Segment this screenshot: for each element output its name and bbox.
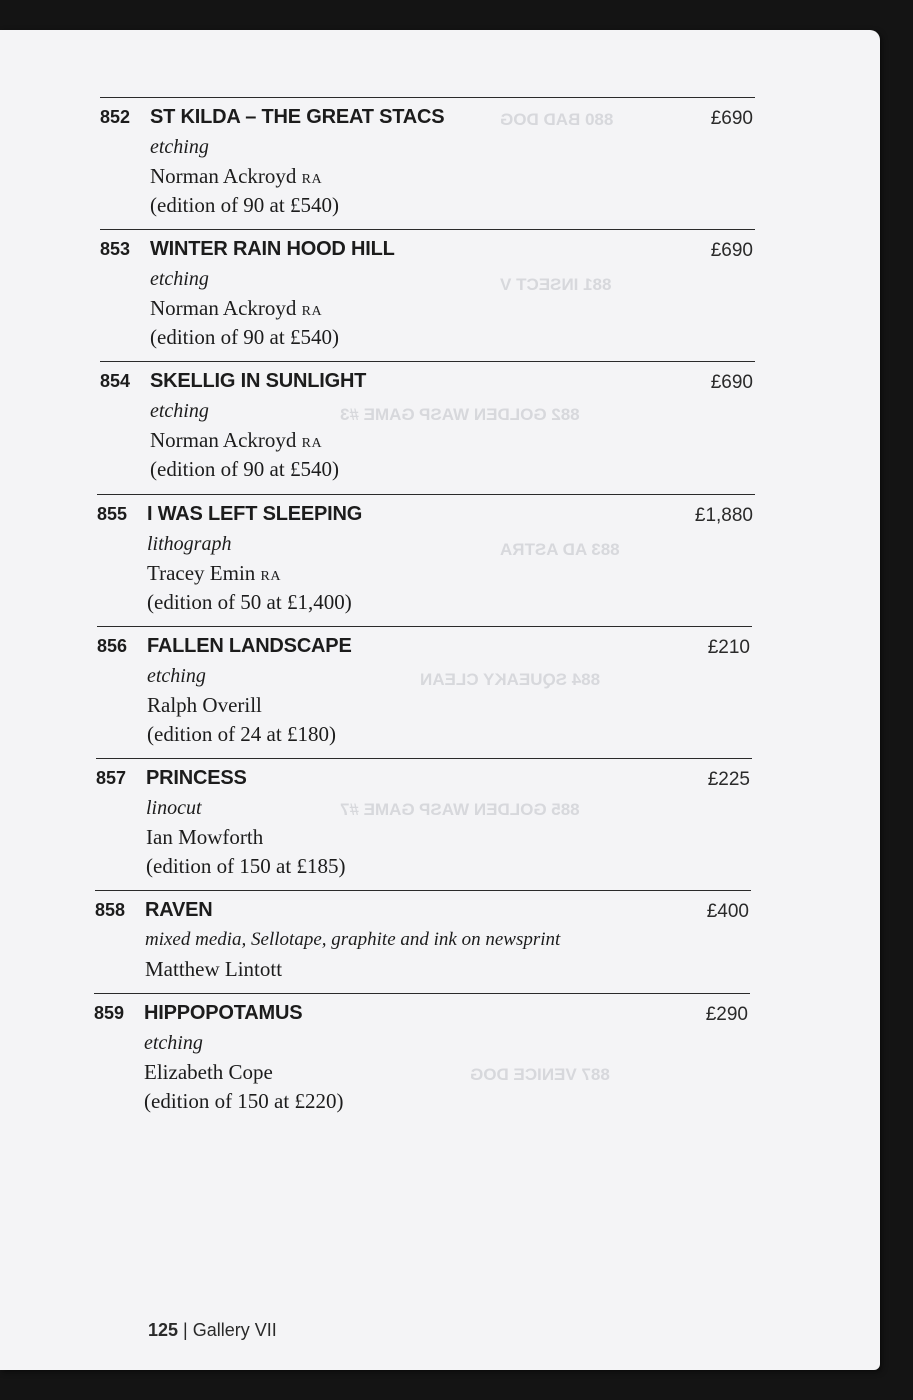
artist-suffix: RA (301, 304, 323, 319)
entry-price: £1,880 (694, 505, 753, 526)
catalogue-entry-857 (96, 758, 752, 889)
entry-artist (150, 296, 322, 321)
entry-title: SKELLIG IN SUNLIGHT (150, 370, 367, 392)
entry-artist (150, 428, 322, 453)
entry-price: £290 (705, 1004, 748, 1025)
entry-number: 855 (97, 504, 128, 524)
entry-price: £690 (710, 240, 753, 261)
entry-medium: etching (144, 1032, 203, 1054)
page-footer (148, 1320, 277, 1341)
catalogue-entry-856 (97, 626, 752, 757)
entry-number: 857 (96, 768, 127, 788)
entry-number: 854 (100, 371, 131, 391)
show-through-text: 887 VENICE DOG (470, 1065, 610, 1084)
entry-edition: (edition of 50 at £1,400) (147, 590, 352, 614)
entry-edition: (edition of 24 at £180) (147, 722, 336, 746)
section-name: Gallery VII (192, 1320, 277, 1340)
entry-medium: mixed media, Sellotape, graphite and ink on newsprint (145, 929, 561, 950)
entry-medium: linocut (146, 797, 202, 819)
show-through-text: 884 SQUEAKY CLEAN (420, 670, 601, 689)
entry-edition: (edition of 90 at £540) (150, 193, 339, 217)
catalogue-entry-859 (94, 993, 750, 1124)
artist-name: Norman Ackroyd (150, 428, 297, 452)
show-through-text: 880 BAD DOG (500, 110, 614, 129)
catalogue-entry-853 (100, 229, 755, 360)
artist-name: Tracey Emin (147, 561, 256, 585)
entry-price: £690 (710, 108, 753, 129)
page-number: 125 (148, 1320, 179, 1340)
artist-suffix: RA (301, 436, 323, 451)
entry-medium: etching (150, 400, 209, 422)
catalogue-entry-858 (95, 890, 751, 991)
entry-title: RAVEN (145, 899, 213, 921)
artist-suffix: RA (301, 172, 323, 187)
entry-artist (147, 693, 262, 718)
catalogue-page (0, 30, 880, 1370)
catalogue-entry-854 (100, 361, 755, 492)
entry-price: £690 (710, 372, 753, 393)
entry-title: FALLEN LANDSCAPE (147, 635, 352, 657)
entry-title: ST KILDA – THE GREAT STACS (150, 106, 445, 128)
entry-medium: lithograph (147, 533, 232, 555)
artist-name: Norman Ackroyd (150, 164, 297, 188)
entry-title: PRINCESS (146, 767, 247, 789)
entry-edition: (edition of 150 at £185) (146, 854, 346, 878)
entry-artist (144, 1060, 273, 1085)
entry-price: £210 (707, 637, 750, 658)
artist-name: Matthew Lintott (145, 957, 283, 981)
entry-price: £225 (707, 769, 750, 790)
entry-number: 859 (94, 1003, 125, 1023)
artist-name: Elizabeth Cope (144, 1060, 273, 1084)
entry-medium: etching (150, 268, 209, 290)
artist-name: Ian Mowforth (146, 825, 264, 849)
show-through-text: 881 INSECT V (500, 275, 612, 294)
show-through-text: 883 AD ASTRA (500, 540, 620, 559)
entry-number: 852 (100, 107, 131, 127)
entry-edition: (edition of 150 at £220) (144, 1089, 344, 1113)
entry-title: I WAS LEFT SLEEPING (147, 503, 363, 525)
entry-price: £400 (706, 901, 749, 922)
artist-suffix: RA (260, 569, 281, 584)
entry-artist (145, 957, 282, 982)
entry-number: 856 (97, 636, 128, 656)
entry-artist (146, 825, 263, 850)
entry-edition: (edition of 90 at £540) (150, 457, 339, 481)
artist-name: Ralph Overill (147, 693, 262, 717)
show-through-text: 882 GOLDEN WASP GAME #3 (340, 405, 580, 424)
entry-number: 853 (100, 239, 131, 259)
entry-medium: etching (150, 136, 209, 158)
entry-title: WINTER RAIN HOOD HILL (150, 238, 395, 260)
entry-number: 858 (95, 900, 126, 920)
entry-title: HIPPOPOTAMUS (144, 1002, 303, 1024)
entry-artist (150, 164, 322, 189)
entry-edition: (edition of 90 at £540) (150, 325, 339, 349)
entry-medium: etching (147, 665, 206, 687)
footer-separator: | (178, 1320, 193, 1340)
catalogue-entry-852 (100, 97, 755, 228)
catalogue-entry-855 (97, 494, 755, 625)
entry-artist (147, 561, 281, 586)
artist-name: Norman Ackroyd (150, 296, 297, 320)
show-through-text: 885 GOLDEN WASP GAME #7 (340, 800, 580, 819)
